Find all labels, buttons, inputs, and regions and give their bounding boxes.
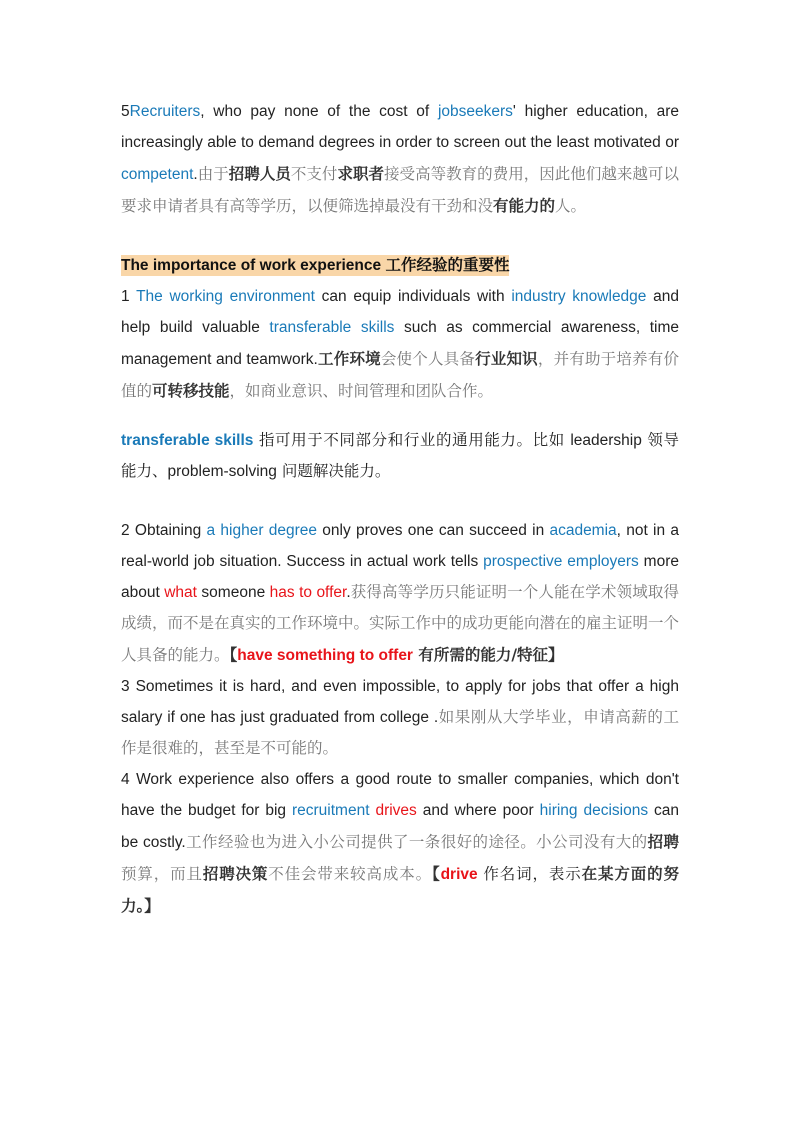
paragraph-w4: 4 Work experience also offers a good route to smaller companies, which don't have the budget for big recruitment drives and where poor hiring decisions can be costly.工作经验也为进入小公司提供了一条很好的途径。小公司没有大的招聘预算，而且招聘决策不佳会带来较高成本。【drive 作名词，表示在某方面的努力。】 [121,771,680,915]
highlight-has-to-offer: has to offer [269,584,347,601]
vocab-working-environment: The working environment [136,288,315,305]
vocab-jobseekers: jobseekers [437,103,513,120]
paragraph-5: 5Recruiters, who pay none of the cost of jobseekers' higher education, are increasingly able to demand degrees in order to screen out the least motivated or competent.由于招聘人员不支付求职者接受高等教育的费用，因此他们越来越可以要求申请者具有高等学历，以便筛选掉最没有干劲和没有能力的人。 [121,103,679,215]
highlight-drive: drive [440,866,478,883]
paragraph-w1: 1 The working environment can equip individuals with industry knowledge and help build valuable transferable skills such as commercial awareness, time management and teamwork.工作环境会使个人具备行业知识，并有助于培养有价值的可转移技能，如商业意识、时间管理和团队合作。 [121,288,679,400]
section-heading [121,250,679,281]
highlighted-title: The importance of work experience 工作经验的重要性 [121,257,510,274]
vocab-hiring-decisions: hiring decisions [539,802,649,819]
highlight-what: what [164,584,197,601]
vocab-recruitment: recruitment [291,802,370,819]
item-number: 5 [121,103,130,120]
vocab-industry-knowledge: industry knowledge [511,288,647,305]
note-transferable-skills: transferable skills 指可用于不同部分和行业的通用能力。比如 leadership 领导能力、problem-solving 问题解决能力。 [121,431,679,480]
vocab-competent: competent [121,166,194,183]
document-page [121,96,679,922]
item-number: 2 [121,522,130,539]
highlight-drives: drives [375,802,417,819]
phrase-have-something-to-offer: have something to offer [237,647,413,664]
vocab-prospective-employers: prospective employers [483,553,639,570]
paragraph-w3: 3 Sometimes it is hard, and even impossible, to apply for jobs that offer a high salary if one has just graduated from college .如果刚从大学毕业，申请高薪的工作是很难的，甚至是不可能的。 [121,678,679,757]
paragraph-w2: 2 Obtaining a higher degree only proves one can succeed in academia, not in a real-world job situation. Success in actual work tells prospective employers more about what someone has to offer.获得高等学历只能证明一个人能在学术领域取得成绩，而不是在真实的工作环境中。实际工作中的成功更能向潜在的雇主证明一个人具备的能力。【have something to offer 有所需的能力/特征】 [121,522,680,664]
vocab-academia: academia [549,522,617,539]
vocab-higher-degree: a higher degree [206,522,318,539]
vocab-recruiters: Recruiters [129,103,201,120]
item-number: 1 [121,288,130,305]
note-term: transferable skills [121,432,254,449]
vocab-transferable-skills: transferable skills [269,319,395,336]
